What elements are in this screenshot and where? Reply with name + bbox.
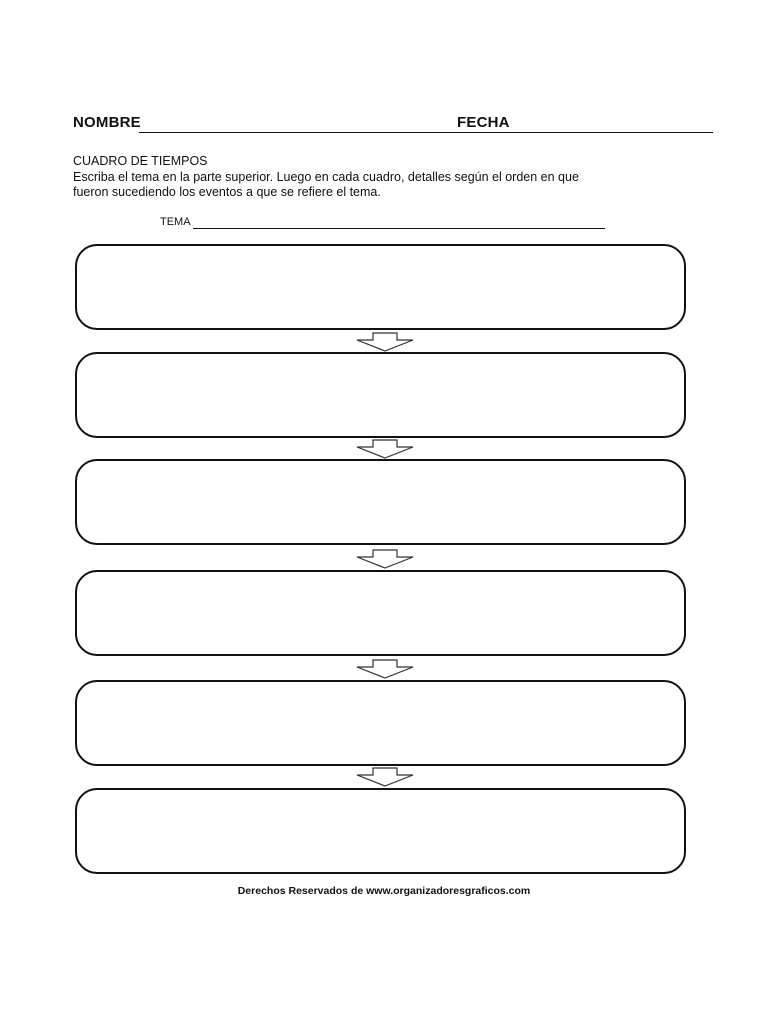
- instructions-line-2: fueron sucediendo los eventos a que se refiere el tema.: [73, 185, 381, 199]
- timeline-box-2[interactable]: [75, 352, 686, 438]
- down-arrow-icon: [355, 659, 415, 679]
- fecha-field[interactable]: [509, 132, 713, 133]
- nombre-field[interactable]: [139, 132, 529, 133]
- tema-field[interactable]: [193, 228, 605, 229]
- tema-label: TEMA: [160, 216, 191, 228]
- nombre-label: NOMBRE: [73, 114, 141, 131]
- down-arrow-icon: [355, 332, 415, 352]
- down-arrow-icon: [355, 767, 415, 787]
- timeline-box-1[interactable]: [75, 244, 686, 330]
- timeline-box-4[interactable]: [75, 570, 686, 656]
- instructions-line-1: Escriba el tema en la parte superior. Luego en cada cuadro, detalles según el orden en que: [73, 170, 579, 184]
- timeline-box-3[interactable]: [75, 459, 686, 545]
- timeline-box-5[interactable]: [75, 680, 686, 766]
- instructions: [73, 170, 633, 200]
- name-date-header: [73, 114, 713, 136]
- worksheet-title: CUADRO DE TIEMPOS: [73, 154, 208, 168]
- fecha-label: FECHA: [457, 114, 510, 131]
- down-arrow-icon: [355, 439, 415, 459]
- down-arrow-icon: [355, 549, 415, 569]
- copyright-footer: Derechos Reservados de www.organizadoresgraficos.com: [237, 885, 531, 897]
- timeline-box-6[interactable]: [75, 788, 686, 874]
